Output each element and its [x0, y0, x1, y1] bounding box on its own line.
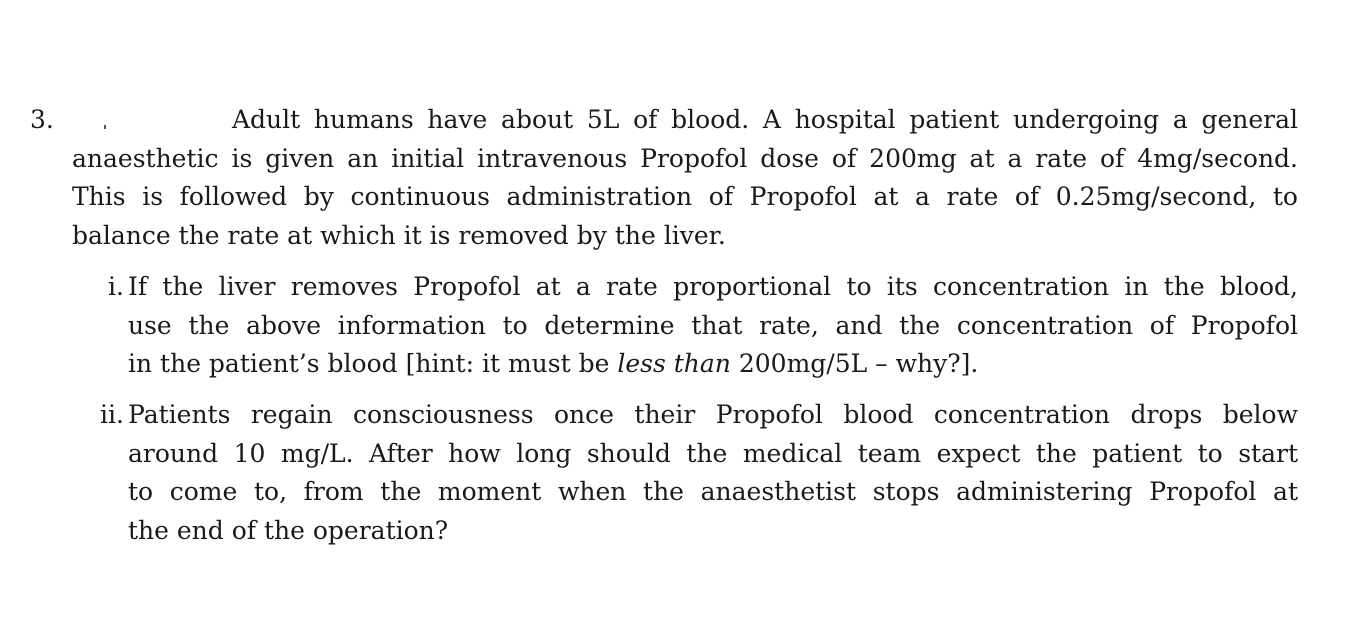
sub-question-i-line-2: use the above information to determine that rate, and the concentration of Propofol — [128, 310, 1298, 340]
sub-question-ii — [100, 396, 1298, 550]
sub-question-ii-line-3: to come to, from the moment when the anaesthetist stops administering Propofol at — [128, 477, 1298, 506]
sub-question-i — [108, 268, 1298, 384]
sub-question-label: i. — [108, 272, 124, 301]
intro-line-2: anaesthetic is given an initial intravenous Propofol dose of 200mg at a rate of 4mg/second. — [72, 143, 1298, 173]
sub-question-ii-line-2: around 10 mg/L. After how long should the medical team expect the patient to start — [128, 438, 1298, 468]
sub-question-label: ii. — [100, 400, 124, 429]
intro-line-3: This is followed by continuous administration of Propofol at a rate of 0.25mg/second, to — [72, 182, 1298, 211]
sub-question-i-line-1: If the liver removes Propofol at a rate proportional to its concentration in the blood, — [128, 272, 1298, 301]
intro-line-4: balance the rate at which it is removed by the liver. — [72, 220, 726, 250]
question-intro — [72, 101, 1298, 255]
emphasis-text: less than — [617, 349, 731, 378]
sub-question-i-line-3: in the patient’s blood [hint: it must be less than 200mg/5L – why?]. — [128, 349, 979, 378]
intro-line-1: Adult humans have about 5L of blood. A hospital patient undergoing a general — [232, 105, 1298, 134]
question-number: 3. — [30, 105, 54, 134]
sub-question-ii-line-1: Patients regain consciousness once their Propofol blood concentration drops below — [128, 400, 1298, 429]
sub-question-ii-line-4: the end of the operation? — [128, 515, 449, 545]
